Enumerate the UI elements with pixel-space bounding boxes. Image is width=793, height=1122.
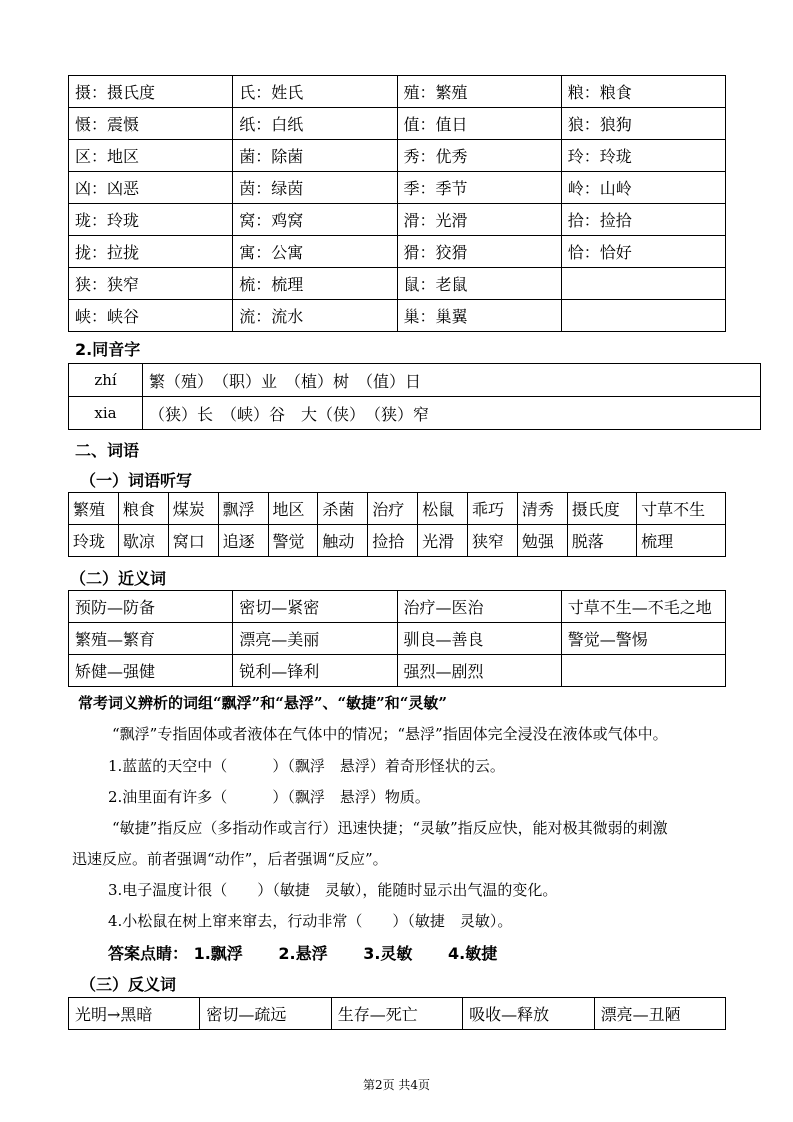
- antonym-cell: 密切—疏远: [200, 998, 331, 1030]
- dictation-cell: 粮食: [118, 493, 168, 525]
- table-row: [69, 108, 726, 140]
- dictation-cell: 治疗: [368, 493, 418, 525]
- dictation-cell: 警觉: [268, 525, 318, 557]
- homophone-words-cell: （狭）长 （峡）谷 大（侠） （狭）窄: [143, 397, 761, 430]
- char-cell: 氏：姓氏: [233, 76, 397, 108]
- dictation-cell: 勉强: [517, 525, 567, 557]
- dictation-cell: 摄氏度: [567, 493, 636, 525]
- char-cell: 珑：玲珑: [69, 204, 233, 236]
- table-row: [69, 397, 761, 430]
- synonym-cell: 繁殖—繁育: [69, 623, 233, 655]
- table-row: [69, 591, 726, 623]
- pinyin-cell: zhí: [69, 364, 143, 397]
- exam-line: 1.蓝蓝的天空中（ ）（飘浮 悬浮）着奇形怪状的云。: [108, 757, 505, 775]
- dictation-table: [68, 492, 726, 557]
- dictation-cell: 煤炭: [168, 493, 218, 525]
- dictation-cell: 清秀: [517, 493, 567, 525]
- dictation-cell: 窝口: [168, 525, 218, 557]
- homophone-heading: 2.同音字: [75, 340, 141, 359]
- synonym-cell: 预防—防备: [69, 591, 233, 623]
- char-cell: 慑：震慑: [69, 108, 233, 140]
- synonym-cell: 锐利—锋利: [233, 655, 397, 687]
- exam-line: “敏捷”指反应（多指动作或言行）迅速快捷；“灵敏”指反应快，能对极其微弱的刺激: [112, 819, 668, 837]
- char-cell: 季：季节: [397, 172, 561, 204]
- char-cell: 狼：狼狗: [561, 108, 725, 140]
- dictation-cell: 松鼠: [418, 493, 468, 525]
- synonym-heading: （二）近义词: [70, 569, 167, 588]
- char-cell: 拾：捡拾: [561, 204, 725, 236]
- table-row: [69, 525, 726, 557]
- synonym-cell: 警觉—警惕: [561, 623, 725, 655]
- char-cell: 寓：公寓: [233, 236, 397, 268]
- dictation-cell: 狭窄: [468, 525, 518, 557]
- synonym-cell: 强烈—剧烈: [397, 655, 561, 687]
- dictation-cell: 玲珑: [69, 525, 119, 557]
- dictation-heading: （一）词语听写: [80, 471, 193, 490]
- dictation-cell: 杀菌: [318, 493, 368, 525]
- answer-item: 4.敏捷: [447, 944, 498, 963]
- answer-row: [108, 941, 497, 964]
- char-cell: 窝：鸡窝: [233, 204, 397, 236]
- char-cell: 玲：玲珑: [561, 140, 725, 172]
- antonym-cell: 漂亮—丑陋: [594, 998, 725, 1030]
- table-row: [69, 204, 726, 236]
- dictation-cell: 捡拾: [368, 525, 418, 557]
- exam-line: 4.小松鼠在树上窜来窜去，行动非常（ ）（敏捷 灵敏）。: [108, 912, 513, 930]
- section2-heading: 二、词语: [75, 441, 140, 460]
- answer-label: 答案点睛：: [108, 944, 189, 963]
- char-cell: 值：值日: [397, 108, 561, 140]
- table-row: [69, 300, 726, 332]
- char-cell: 巢：巢翼: [397, 300, 561, 332]
- exam-heading: 常考词义辨析的词组“飘浮”和“悬浮”、“敏捷”和“灵敏”: [78, 694, 448, 712]
- synonym-cell: 驯良—善良: [397, 623, 561, 655]
- dictation-cell: 梳理: [637, 525, 726, 557]
- dictation-cell: 繁殖: [69, 493, 119, 525]
- table-row: [69, 172, 726, 204]
- char-cell: 梳：梳理: [233, 268, 397, 300]
- synonym-cell: [561, 655, 725, 687]
- synonym-cell: 寸草不生—不毛之地: [561, 591, 725, 623]
- table-row: [69, 623, 726, 655]
- homophone-words-cell: 繁（殖） （职）业 （植）树 （值）日: [143, 364, 761, 397]
- synonym-cell: 漂亮—美丽: [233, 623, 397, 655]
- antonym-cell: 生存—死亡: [331, 998, 462, 1030]
- table-row: [69, 140, 726, 172]
- dictation-cell: 飘浮: [218, 493, 268, 525]
- exam-line: 3.电子温度计很（ ）（敏捷 灵敏），能随时显示出气温的变化。: [108, 881, 558, 899]
- table-row: [69, 998, 726, 1030]
- synonym-cell: 矫健—强健: [69, 655, 233, 687]
- char-cell: 拢：拉拢: [69, 236, 233, 268]
- page-footer: 第2页 共4页: [362, 1078, 431, 1092]
- char-cell: 茵：绿茵: [233, 172, 397, 204]
- exam-line: 2.油里面有许多（ ）（飘浮 悬浮）物质。: [108, 788, 430, 806]
- answer-item: 1.飘浮: [193, 944, 243, 963]
- char-cell: 菌：除菌: [233, 140, 397, 172]
- antonym-cell: 吸收—释放: [463, 998, 594, 1030]
- answer-item: 3.灵敏: [363, 944, 413, 963]
- char-cell: 粮：粮食: [561, 76, 725, 108]
- table-row: [69, 76, 726, 108]
- dictation-cell: 寸草不生: [637, 493, 726, 525]
- exam-line: “飘浮”专指固体或者液体在气体中的情况；“悬浮”指固体完全浸没在液体或气体中。: [112, 725, 668, 743]
- homophone-table: [68, 363, 761, 430]
- synonym-cell: 治疗—医治: [397, 591, 561, 623]
- char-table: [68, 75, 726, 332]
- char-cell: 滑：光滑: [397, 204, 561, 236]
- antonym-heading: （三）反义词: [80, 975, 177, 994]
- table-row: [69, 364, 761, 397]
- char-cell: 狭：狭窄: [69, 268, 233, 300]
- antonym-table: [68, 997, 726, 1030]
- char-cell: [561, 300, 725, 332]
- exam-line: 迅速反应。前者强调“动作”，后者强调“反应”。: [72, 850, 388, 868]
- char-cell: 鼠：老鼠: [397, 268, 561, 300]
- char-cell: 流：流水: [233, 300, 397, 332]
- dictation-cell: 乖巧: [468, 493, 518, 525]
- char-cell: [561, 268, 725, 300]
- char-cell: 凶：凶恶: [69, 172, 233, 204]
- table-row: [69, 268, 726, 300]
- antonym-cell: 光明→黑暗: [69, 998, 200, 1030]
- dictation-cell: 脱落: [567, 525, 636, 557]
- char-cell: 岭：山岭: [561, 172, 725, 204]
- char-cell: 殖：繁殖: [397, 76, 561, 108]
- pinyin-cell: xia: [69, 397, 143, 430]
- char-cell: 恰：恰好: [561, 236, 725, 268]
- table-row: [69, 493, 726, 525]
- table-row: [69, 655, 726, 687]
- char-cell: 区：地区: [69, 140, 233, 172]
- dictation-cell: 触动: [318, 525, 368, 557]
- dictation-cell: 追逐: [218, 525, 268, 557]
- char-cell: 秀：优秀: [397, 140, 561, 172]
- dictation-cell: 歇凉: [118, 525, 168, 557]
- char-cell: 摄：摄氏度: [69, 76, 233, 108]
- char-cell: 纸：白纸: [233, 108, 397, 140]
- table-row: [69, 236, 726, 268]
- dictation-cell: 地区: [268, 493, 318, 525]
- dictation-cell: 光滑: [418, 525, 468, 557]
- synonym-table: [68, 590, 726, 687]
- synonym-cell: 密切—紧密: [233, 591, 397, 623]
- char-cell: 猾：狡猾: [397, 236, 561, 268]
- char-cell: 峡：峡谷: [69, 300, 233, 332]
- answer-item: 2.悬浮: [278, 944, 328, 963]
